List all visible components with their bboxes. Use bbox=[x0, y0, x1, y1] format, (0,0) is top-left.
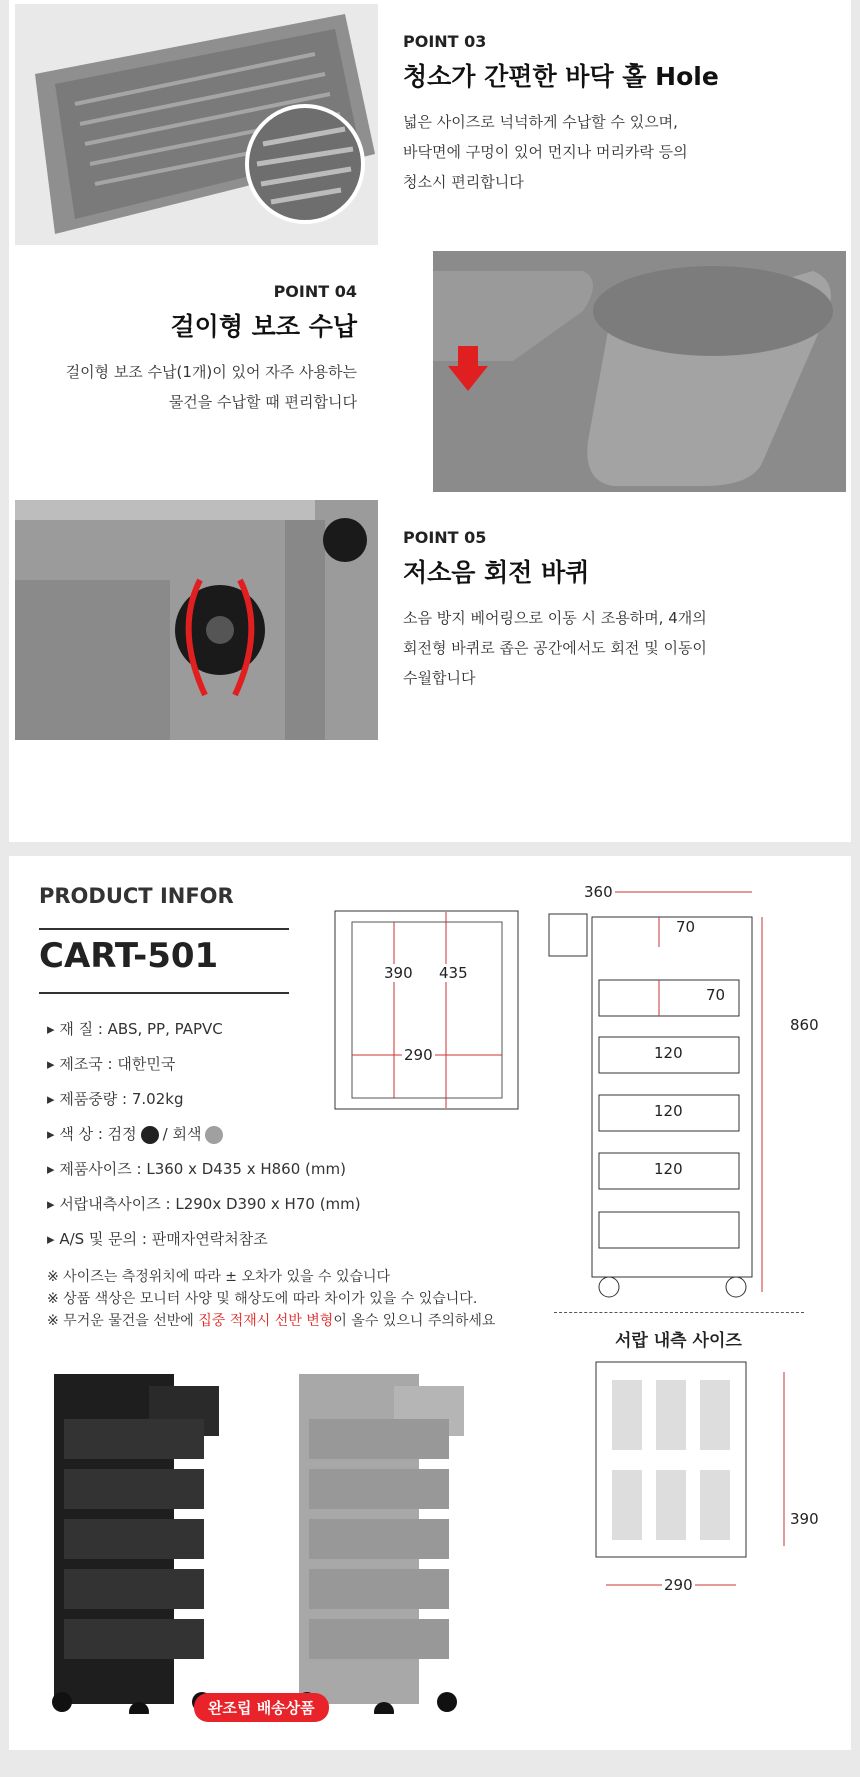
assembled-badge: 완조립 배송상품 bbox=[194, 1693, 329, 1722]
caster-wheel-illustration bbox=[15, 500, 378, 740]
hanging-bin-illustration bbox=[433, 251, 846, 492]
dim-top-435: 435 bbox=[439, 964, 468, 982]
dim-inner-290: 290 bbox=[664, 1576, 693, 1594]
caster-wheel-photo bbox=[15, 500, 378, 740]
black-cart-photo bbox=[39, 1374, 269, 1714]
header-divider bbox=[39, 928, 289, 930]
dim-70-top: 70 bbox=[676, 918, 696, 936]
black-swatch-icon bbox=[141, 1126, 159, 1144]
model-name: CART-501 bbox=[39, 936, 219, 976]
point03-number: POINT 03 bbox=[403, 32, 487, 51]
top-view-diagram bbox=[334, 910, 519, 1110]
model-divider bbox=[39, 992, 289, 994]
point05-block bbox=[403, 528, 707, 693]
point04-title: 걸이형 보조 수납 bbox=[170, 312, 357, 341]
hanging-bin-photo bbox=[433, 251, 846, 492]
point05-title: 저소음 회전 바퀴 bbox=[403, 558, 590, 587]
front-view-diagram bbox=[529, 862, 829, 1402]
spec-weight: ▸ 제품중량 : 7.02kg bbox=[47, 1090, 184, 1108]
note-warning: ※ 무거운 물건을 선반에 집중 적재시 선반 변형이 올수 있으니 주의하세요 bbox=[47, 1313, 496, 1329]
dim-width-360: 360 bbox=[584, 883, 613, 901]
dim-height-860: 860 bbox=[790, 1016, 819, 1034]
dim-top-390: 390 bbox=[384, 964, 413, 982]
point05-desc: 소음 방지 베어링으로 이동 시 조용하며, 4개의 회전형 바퀴로 좁은 공간에서도 회전 및 이동이 수월합니다 bbox=[403, 609, 707, 687]
dim-120-b: 120 bbox=[654, 1102, 683, 1120]
inner-size-title: 서랍 내측 사이즈 bbox=[615, 1331, 742, 1351]
point05-number: POINT 05 bbox=[403, 528, 487, 547]
features-panel bbox=[9, 0, 851, 842]
spec-drawer-size: ▸ 서랍내측사이즈 : L290x D390 x H70 (mm) bbox=[47, 1195, 361, 1213]
point04-number: POINT 04 bbox=[273, 282, 357, 301]
note-size: ※ 사이즈는 측정위치에 따라 ± 오차가 있을 수 있습니다 bbox=[47, 1269, 391, 1285]
spec-origin: ▸ 제조국 : 대한민국 bbox=[47, 1055, 176, 1073]
product-info-header: PRODUCT INFOR bbox=[39, 884, 234, 908]
dim-70-drawer: 70 bbox=[706, 986, 726, 1004]
dim-120-c: 120 bbox=[654, 1160, 683, 1178]
gray-cart-photo bbox=[284, 1374, 514, 1714]
dim-inner-390: 390 bbox=[790, 1510, 819, 1528]
gray-swatch-icon bbox=[205, 1126, 223, 1144]
spec-material: ▸ 재 질 : ABS, PP, PAPVC bbox=[47, 1020, 223, 1038]
point03-desc: 넓은 사이즈로 넉넉하게 수납할 수 있으며, 바닥면에 구멍이 있어 먼지나 머리카락 등의 청소시 편리합니다 bbox=[403, 113, 688, 191]
point04-block bbox=[66, 282, 357, 417]
point03-title: 청소가 간편한 바닥 홀 Hole bbox=[403, 62, 719, 91]
point04-desc: 걸이형 보조 수납(1개)이 있어 자주 사용하는 물건을 수납할 때 편리합니다 bbox=[65, 363, 357, 411]
product-info-panel bbox=[9, 856, 851, 1750]
drawer-hole-photo bbox=[15, 4, 378, 245]
spec-color: ▸ 색 상 : 검정 / 회색 bbox=[47, 1123, 227, 1144]
note-color: ※ 상품 색상은 모니터 사양 및 해상도에 따라 차이가 있을 수 있습니다. bbox=[47, 1291, 478, 1307]
drawer-hole-illustration bbox=[15, 4, 378, 245]
spec-size: ▸ 제품사이즈 : L360 x D435 x H860 (mm) bbox=[47, 1160, 346, 1178]
dim-top-290: 290 bbox=[404, 1046, 433, 1064]
dim-120-a: 120 bbox=[654, 1044, 683, 1062]
spec-as: ▸ A/S 및 문의 : 판매자연락처참조 bbox=[47, 1230, 268, 1248]
inner-divider bbox=[554, 1312, 804, 1313]
inner-drawer-diagram bbox=[594, 1360, 804, 1600]
point03-block bbox=[403, 32, 719, 197]
